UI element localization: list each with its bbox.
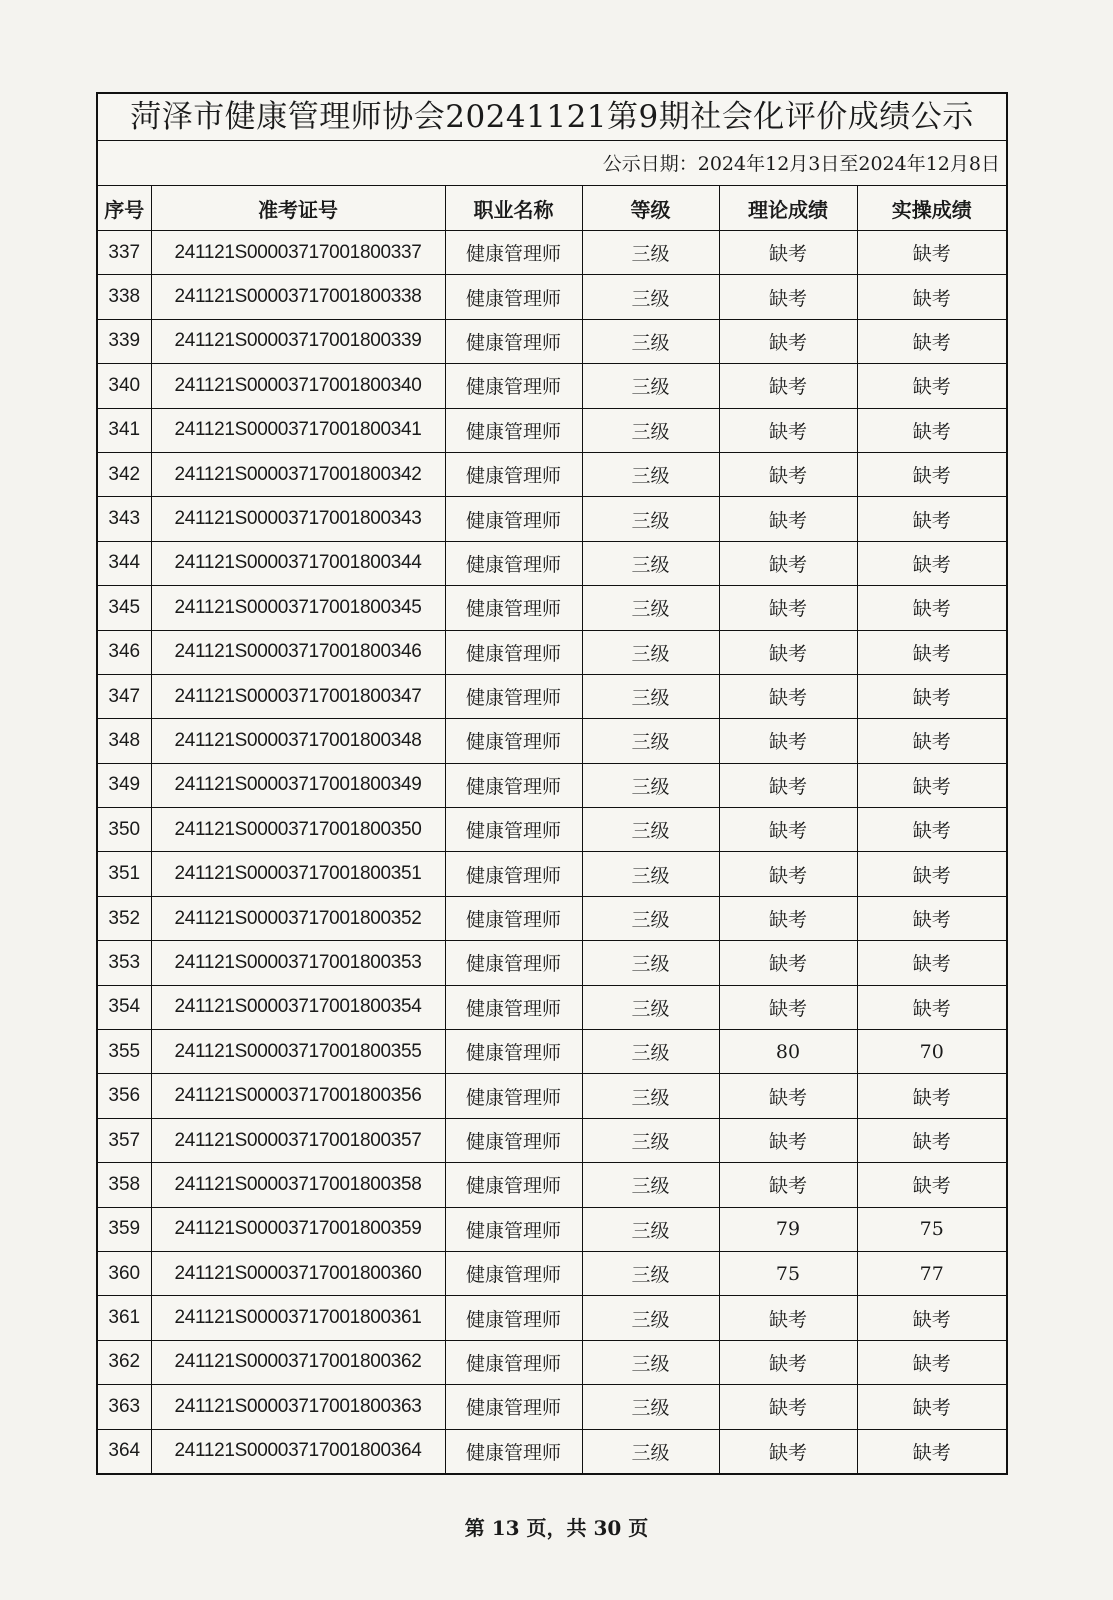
cell-practical-score: 缺考 (857, 941, 1006, 985)
cell-occupation: 健康管理师 (445, 586, 582, 630)
table-row (98, 1074, 1006, 1118)
cell-ticket-number: 241121S00003717001800346 (151, 630, 445, 674)
header-seq: 序号 (98, 186, 151, 231)
cell-occupation: 健康管理师 (445, 896, 582, 940)
cell-seq: 337 (98, 231, 151, 275)
cell-practical-score: 缺考 (857, 1296, 1006, 1340)
cell-ticket-number: 241121S00003717001800355 (151, 1030, 445, 1074)
cell-occupation: 健康管理师 (445, 408, 582, 452)
cell-ticket-number: 241121S00003717001800345 (151, 586, 445, 630)
table-row (98, 586, 1006, 630)
cell-theory-score: 缺考 (719, 1429, 857, 1473)
cell-occupation: 健康管理师 (445, 763, 582, 807)
cell-practical-score: 缺考 (857, 408, 1006, 452)
table-row (98, 497, 1006, 541)
cell-seq: 346 (98, 630, 151, 674)
cell-level: 三级 (582, 985, 719, 1029)
table-row (98, 541, 1006, 585)
cell-seq: 362 (98, 1340, 151, 1384)
cell-level: 三级 (582, 1163, 719, 1207)
cell-ticket-number: 241121S00003717001800363 (151, 1385, 445, 1429)
cell-practical-score: 缺考 (857, 1163, 1006, 1207)
cell-practical-score: 缺考 (857, 452, 1006, 496)
cell-theory-score: 缺考 (719, 1385, 857, 1429)
cell-practical-score: 缺考 (857, 1118, 1006, 1162)
cell-level: 三级 (582, 763, 719, 807)
cell-seq: 357 (98, 1118, 151, 1162)
cell-theory-score: 缺考 (719, 231, 857, 275)
cell-occupation: 健康管理师 (445, 497, 582, 541)
cell-practical-score: 缺考 (857, 852, 1006, 896)
cell-occupation: 健康管理师 (445, 231, 582, 275)
cell-theory-score: 缺考 (719, 985, 857, 1029)
cell-occupation: 健康管理师 (445, 1118, 582, 1162)
cell-theory-score: 缺考 (719, 674, 857, 718)
cell-seq: 340 (98, 364, 151, 408)
cell-level: 三级 (582, 808, 719, 852)
cell-level: 三级 (582, 1296, 719, 1340)
cell-ticket-number: 241121S00003717001800357 (151, 1118, 445, 1162)
cell-occupation: 健康管理师 (445, 364, 582, 408)
table-row (98, 1163, 1006, 1207)
cell-theory-score: 缺考 (719, 630, 857, 674)
header-practical-score: 实操成绩 (857, 186, 1006, 231)
table-row (98, 630, 1006, 674)
cell-occupation: 健康管理师 (445, 1296, 582, 1340)
cell-occupation: 健康管理师 (445, 1251, 582, 1295)
header-theory-score: 理论成绩 (719, 186, 857, 231)
cell-practical-score: 缺考 (857, 1429, 1006, 1473)
cell-occupation: 健康管理师 (445, 452, 582, 496)
cell-level: 三级 (582, 497, 719, 541)
table-row (98, 763, 1006, 807)
cell-practical-score: 缺考 (857, 763, 1006, 807)
cell-practical-score: 缺考 (857, 896, 1006, 940)
cell-ticket-number: 241121S00003717001800360 (151, 1251, 445, 1295)
cell-level: 三级 (582, 1251, 719, 1295)
cell-theory-score: 缺考 (719, 1340, 857, 1384)
cell-practical-score: 75 (857, 1207, 1006, 1251)
cell-ticket-number: 241121S00003717001800364 (151, 1429, 445, 1473)
cell-practical-score: 70 (857, 1030, 1006, 1074)
table-row (98, 231, 1006, 275)
cell-seq: 338 (98, 275, 151, 319)
cell-theory-score: 缺考 (719, 808, 857, 852)
cell-seq: 347 (98, 674, 151, 718)
cell-seq: 341 (98, 408, 151, 452)
cell-level: 三级 (582, 1074, 719, 1118)
table-row (98, 852, 1006, 896)
cell-ticket-number: 241121S00003717001800342 (151, 452, 445, 496)
page-title: 菏泽市健康管理师协会20241121第9期社会化评价成绩公示 (98, 94, 1006, 141)
table-row (98, 719, 1006, 763)
cell-theory-score: 缺考 (719, 941, 857, 985)
score-table (98, 186, 1006, 1473)
cell-occupation: 健康管理师 (445, 1030, 582, 1074)
cell-seq: 353 (98, 941, 151, 985)
table-row (98, 1296, 1006, 1340)
cell-level: 三级 (582, 1385, 719, 1429)
cell-practical-score: 缺考 (857, 319, 1006, 363)
cell-practical-score: 缺考 (857, 497, 1006, 541)
cell-occupation: 健康管理师 (445, 719, 582, 763)
cell-ticket-number: 241121S00003717001800340 (151, 364, 445, 408)
cell-seq: 356 (98, 1074, 151, 1118)
cell-level: 三级 (582, 941, 719, 985)
cell-level: 三级 (582, 896, 719, 940)
cell-ticket-number: 241121S00003717001800351 (151, 852, 445, 896)
cell-ticket-number: 241121S00003717001800362 (151, 1340, 445, 1384)
cell-seq: 344 (98, 541, 151, 585)
cell-occupation: 健康管理师 (445, 1429, 582, 1473)
cell-theory-score: 80 (719, 1030, 857, 1074)
cell-practical-score: 缺考 (857, 586, 1006, 630)
cell-theory-score: 缺考 (719, 586, 857, 630)
cell-theory-score: 缺考 (719, 1074, 857, 1118)
cell-practical-score: 缺考 (857, 364, 1006, 408)
cell-theory-score: 79 (719, 1207, 857, 1251)
cell-occupation: 健康管理师 (445, 630, 582, 674)
cell-occupation: 健康管理师 (445, 1340, 582, 1384)
cell-practical-score: 缺考 (857, 808, 1006, 852)
cell-theory-score: 缺考 (719, 364, 857, 408)
cell-seq: 359 (98, 1207, 151, 1251)
table-row (98, 364, 1006, 408)
publish-dates: 公示日期：2024年12月3日至2024年12月8日 (98, 141, 1006, 186)
table-row (98, 1385, 1006, 1429)
cell-level: 三级 (582, 630, 719, 674)
table-row (98, 985, 1006, 1029)
cell-occupation: 健康管理师 (445, 541, 582, 585)
cell-practical-score: 缺考 (857, 674, 1006, 718)
cell-ticket-number: 241121S00003717001800353 (151, 941, 445, 985)
header-ticket-number: 准考证号 (151, 186, 445, 231)
cell-occupation: 健康管理师 (445, 1074, 582, 1118)
cell-seq: 355 (98, 1030, 151, 1074)
cell-seq: 349 (98, 763, 151, 807)
cell-occupation: 健康管理师 (445, 941, 582, 985)
cell-seq: 361 (98, 1296, 151, 1340)
cell-occupation: 健康管理师 (445, 985, 582, 1029)
cell-seq: 343 (98, 497, 151, 541)
cell-ticket-number: 241121S00003717001800349 (151, 763, 445, 807)
cell-ticket-number: 241121S00003717001800344 (151, 541, 445, 585)
cell-practical-score: 77 (857, 1251, 1006, 1295)
cell-level: 三级 (582, 1340, 719, 1384)
cell-level: 三级 (582, 452, 719, 496)
cell-seq: 360 (98, 1251, 151, 1295)
page-indicator: 第 13 页，共 30 页 (464, 1516, 649, 1540)
cell-theory-score: 缺考 (719, 896, 857, 940)
cell-seq: 345 (98, 586, 151, 630)
cell-level: 三级 (582, 674, 719, 718)
cell-ticket-number: 241121S00003717001800343 (151, 497, 445, 541)
cell-occupation: 健康管理师 (445, 275, 582, 319)
cell-occupation: 健康管理师 (445, 674, 582, 718)
cell-seq: 352 (98, 896, 151, 940)
cell-theory-score: 缺考 (719, 275, 857, 319)
cell-practical-score: 缺考 (857, 630, 1006, 674)
cell-ticket-number: 241121S00003717001800339 (151, 319, 445, 363)
cell-seq: 339 (98, 319, 151, 363)
cell-practical-score: 缺考 (857, 275, 1006, 319)
table-row (98, 408, 1006, 452)
header-occupation: 职业名称 (445, 186, 582, 231)
cell-ticket-number: 241121S00003717001800361 (151, 1296, 445, 1340)
cell-practical-score: 缺考 (857, 1340, 1006, 1384)
cell-seq: 342 (98, 452, 151, 496)
table-header-row (98, 186, 1006, 231)
cell-seq: 350 (98, 808, 151, 852)
cell-seq: 363 (98, 1385, 151, 1429)
table-row (98, 452, 1006, 496)
cell-ticket-number: 241121S00003717001800341 (151, 408, 445, 452)
cell-practical-score: 缺考 (857, 1074, 1006, 1118)
table-row (98, 1429, 1006, 1473)
cell-ticket-number: 241121S00003717001800352 (151, 896, 445, 940)
cell-level: 三级 (582, 408, 719, 452)
cell-theory-score: 缺考 (719, 1163, 857, 1207)
cell-occupation: 健康管理师 (445, 1385, 582, 1429)
cell-ticket-number: 241121S00003717001800359 (151, 1207, 445, 1251)
cell-theory-score: 缺考 (719, 1296, 857, 1340)
cell-level: 三级 (582, 1030, 719, 1074)
cell-level: 三级 (582, 275, 719, 319)
cell-theory-score: 缺考 (719, 1118, 857, 1162)
cell-ticket-number: 241121S00003717001800337 (151, 231, 445, 275)
cell-practical-score: 缺考 (857, 985, 1006, 1029)
table-row (98, 1207, 1006, 1251)
cell-level: 三级 (582, 541, 719, 585)
cell-theory-score: 缺考 (719, 408, 857, 452)
table-row (98, 674, 1006, 718)
cell-theory-score: 缺考 (719, 452, 857, 496)
table-row (98, 319, 1006, 363)
cell-ticket-number: 241121S00003717001800350 (151, 808, 445, 852)
cell-seq: 358 (98, 1163, 151, 1207)
cell-occupation: 健康管理师 (445, 808, 582, 852)
cell-ticket-number: 241121S00003717001800338 (151, 275, 445, 319)
score-sheet (96, 92, 1008, 1475)
table-row (98, 1030, 1006, 1074)
table-row (98, 941, 1006, 985)
cell-ticket-number: 241121S00003717001800358 (151, 1163, 445, 1207)
cell-occupation: 健康管理师 (445, 1163, 582, 1207)
table-row (98, 808, 1006, 852)
cell-occupation: 健康管理师 (445, 319, 582, 363)
cell-theory-score: 75 (719, 1251, 857, 1295)
cell-level: 三级 (582, 1118, 719, 1162)
cell-theory-score: 缺考 (719, 852, 857, 896)
cell-practical-score: 缺考 (857, 231, 1006, 275)
cell-ticket-number: 241121S00003717001800354 (151, 985, 445, 1029)
cell-level: 三级 (582, 319, 719, 363)
table-row (98, 275, 1006, 319)
cell-theory-score: 缺考 (719, 541, 857, 585)
cell-ticket-number: 241121S00003717001800348 (151, 719, 445, 763)
cell-seq: 351 (98, 852, 151, 896)
cell-seq: 354 (98, 985, 151, 1029)
cell-seq: 348 (98, 719, 151, 763)
cell-level: 三级 (582, 364, 719, 408)
cell-level: 三级 (582, 719, 719, 763)
cell-level: 三级 (582, 231, 719, 275)
cell-theory-score: 缺考 (719, 719, 857, 763)
cell-occupation: 健康管理师 (445, 852, 582, 896)
cell-ticket-number: 241121S00003717001800347 (151, 674, 445, 718)
table-row (98, 1340, 1006, 1384)
cell-theory-score: 缺考 (719, 319, 857, 363)
cell-practical-score: 缺考 (857, 541, 1006, 585)
cell-occupation: 健康管理师 (445, 1207, 582, 1251)
cell-practical-score: 缺考 (857, 719, 1006, 763)
cell-level: 三级 (582, 586, 719, 630)
table-row (98, 896, 1006, 940)
cell-ticket-number: 241121S00003717001800356 (151, 1074, 445, 1118)
cell-theory-score: 缺考 (719, 497, 857, 541)
cell-level: 三级 (582, 1207, 719, 1251)
table-row (98, 1251, 1006, 1295)
cell-practical-score: 缺考 (857, 1385, 1006, 1429)
cell-level: 三级 (582, 1429, 719, 1473)
cell-seq: 364 (98, 1429, 151, 1473)
header-level: 等级 (582, 186, 719, 231)
cell-level: 三级 (582, 852, 719, 896)
table-row (98, 1118, 1006, 1162)
cell-theory-score: 缺考 (719, 763, 857, 807)
